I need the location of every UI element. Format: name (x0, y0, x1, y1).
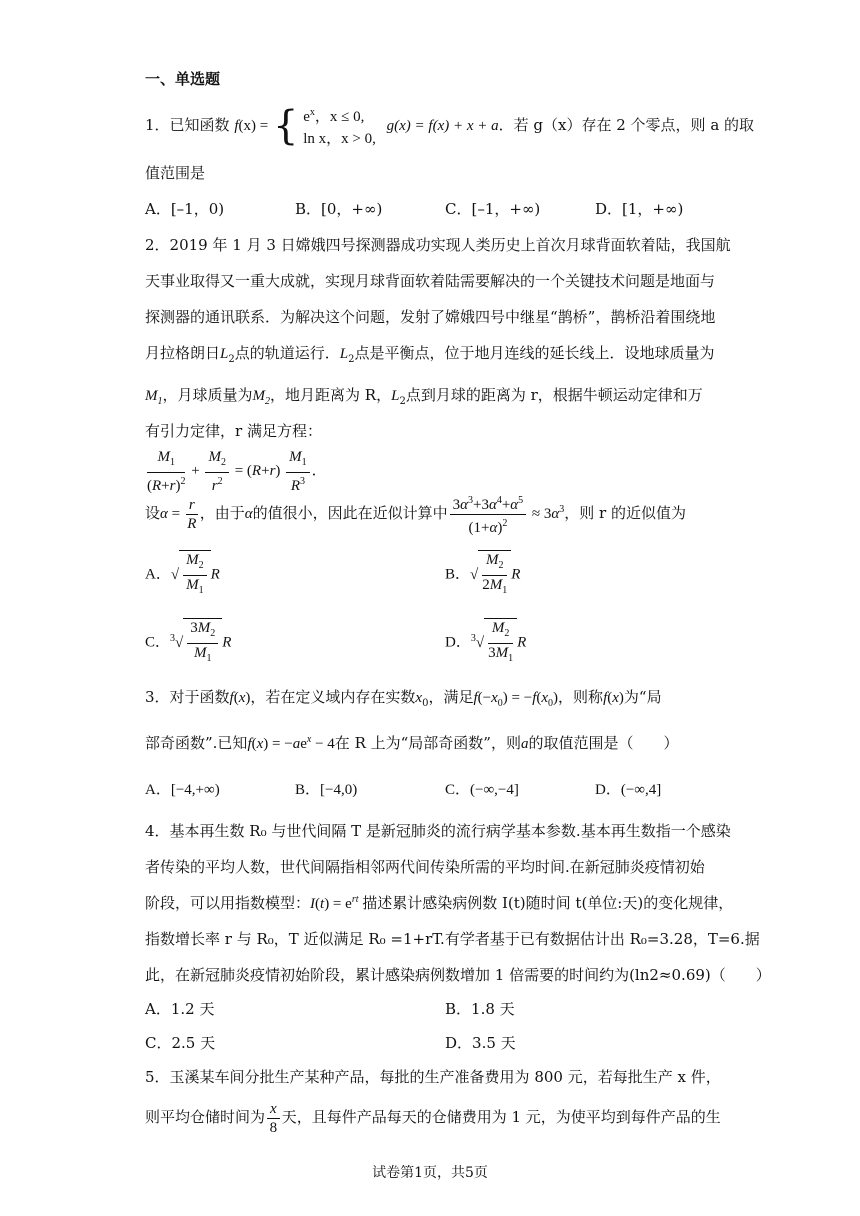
question-2-equation: $\frac{M_1}{(R+r)^2}$ + $\frac{M_2}{r^2}$ = (R+r) $\frac{M_1}{R^3}$ ． (147, 449, 327, 494)
question-2-line-8: 设α = $\frac{r}{R}$ ，由于α的值很小，因此在近似计算中 $\frac{3\alpha^3+3\alpha^4+\alpha^5}{(1+\alpha)^2}$ ≈ $3\alpha^3$，则 r 的近似值为 (145, 492, 686, 537)
question-5-line-2: 则平均仓储时间为 $\frac{x}{8}$ 天，且每件产品每天的仓储费用为 1 元，为使平均到每件产品的生 (145, 1101, 721, 1136)
question-3-line-2: 部奇函数”.已知$f(x) = -ae^x - 4$在 R 上为“局部奇函数”，则a的取值范围是（ ） (145, 734, 679, 752)
question-4-line-1: 4．基本再生数 R₀ 与世代间隔 T 是新冠肺炎的流行病学基本参数.基本再生数指一个感染 (145, 822, 731, 840)
q3-option-b: B．[−4,0) (295, 782, 358, 798)
q3-option-d: D．(−∞,4] (595, 782, 662, 798)
section-title: 一、单选题 (145, 70, 221, 88)
q1-option-a: A．[–1，0) (145, 200, 225, 218)
question-2-line-4: 月拉格朗日$L_2$点的轨道运行．$L_2$点是平衡点，位于地月连线的延长线上．设地球质量为 (145, 344, 715, 365)
q4-option-c: C．2.5 天 (145, 1034, 216, 1052)
page-footer: 试卷第1页，共5页 (372, 1165, 488, 1181)
question-1-line-2: 值范围是 (145, 164, 206, 182)
question-5-line-1: 5．玉溪某车间分批生产某种产品，每批的生产准备费用为 800 元，若每批生产 x 件， (145, 1068, 721, 1086)
q1-option-c: C．[–1，+∞) (445, 200, 541, 218)
q2-option-a: A．√ $\frac{M_2}{M_1}$ R (145, 550, 220, 600)
question-4-line-4: 指数增长率 r 与 R₀，T 近似满足 R₀ =1+rT.有学者基于已有数据估计出 R₀=3.28，T=6.据 (145, 930, 760, 948)
q1-option-b: B．[0，+∞) (295, 200, 383, 218)
q3-option-a: A．[−4,+∞) (145, 782, 220, 798)
question-2-line-1: 2．2019 年 1 月 3 日嫦娥四号探测器成功实现人类历史上首次月球背面软着陆，我国航 (145, 236, 731, 254)
q3-option-c: C．(−∞,−4] (445, 782, 519, 798)
question-1-line-1: 1．已知函数 f(x) = { $e^x$，x ≤ 0, ln x，x > 0, g(x) = f(x) + x + a．若 g（x）存在 2 个零点，则 a 的取 (145, 103, 755, 149)
q2-option-c: C．$^3$√ $\frac{3M_2}{M_1}$ R (145, 618, 231, 668)
question-4-line-5: 此，在新冠肺炎疫情初始阶段，累计感染病例数增加 1 倍需要的时间约为(ln2≈0.69)（ ） (145, 966, 771, 984)
q2-option-b: B．√ $\frac{M_2}{2M_1}$ R (445, 550, 520, 600)
question-2-line-5: $M_1$，月球质量为$M_2$，地月距离为 R，$L_2$点到月球的距离为 r，根据牛顿运动定律和万 (145, 386, 703, 407)
q2-option-d: D．$^3$√ $\frac{M_2}{3M_1}$ R (445, 618, 526, 668)
q4-option-d: D．3.5 天 (445, 1034, 516, 1052)
question-2-line-6: 有引力定律，r 满足方程： (145, 422, 322, 440)
question-4-line-3: 阶段，可以用指数模型：$I(t) = e^{rt}$ 描述累计感染病例数 I(t)随时间 t(单位:天)的变化规律， (145, 894, 734, 912)
q4-option-a: A．1.2 天 (145, 1000, 215, 1018)
question-2-line-3: 探测器的通讯联系．为解决这个问题，发射了嫦娥四号中继星“鹊桥”，鹊桥沿着围绕地 (145, 308, 716, 326)
question-3-line-1: 3．对于函数f(x)，若在定义域内存在实数$x_0$，满足$f(-x_0) = -f(x_0)$，则称f(x)为“局 (145, 688, 662, 709)
question-4-line-2: 者传染的平均人数，世代间隔指相邻两代间传染所需的平均时间.在新冠肺炎疫情初始 (145, 858, 705, 876)
question-2-line-2: 天事业取得又一重大成就，实现月球背面软着陆需要解决的一个关键技术问题是地面与 (145, 272, 716, 290)
q1-option-d: D．[1，+∞) (595, 200, 684, 218)
q4-option-b: B．1.8 天 (445, 1000, 515, 1018)
